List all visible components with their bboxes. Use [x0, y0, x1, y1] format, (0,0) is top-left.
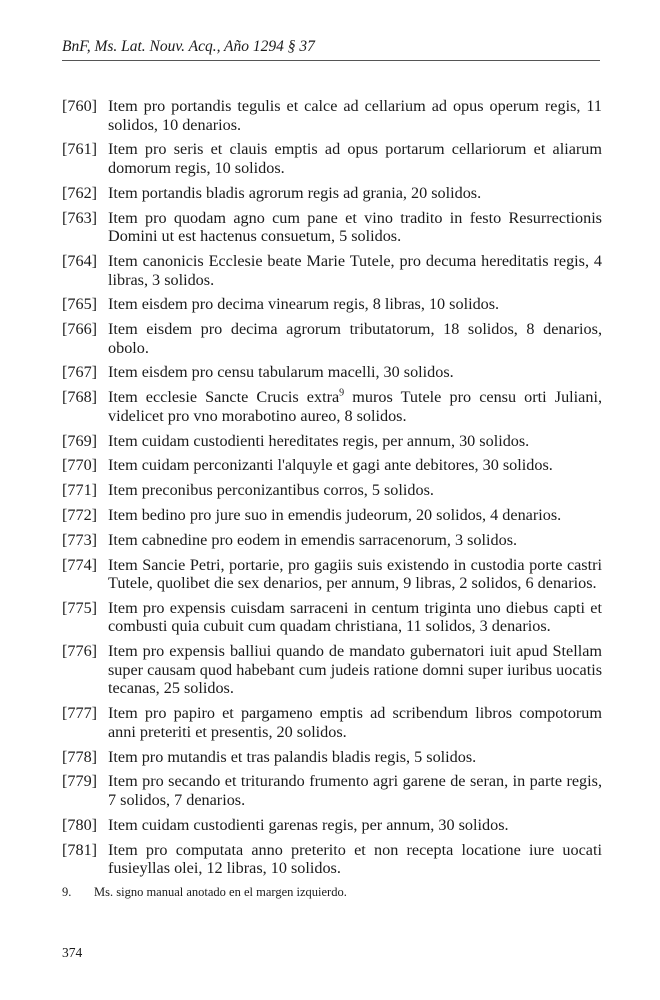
entry-number: [765]: [62, 295, 98, 314]
entry-778: [62, 748, 602, 767]
entry-number: [762]: [62, 183, 98, 202]
entry-number: [775]: [62, 598, 98, 617]
entry-767: [62, 363, 602, 382]
entries-list: [62, 97, 602, 884]
entry-text: Item pro expensis cuisdam sarraceni in centum triginta uno diebus capti et combusti quia cubuit cum quadam christiana, 11 solidos, 3 denarios.: [108, 598, 602, 636]
entry-text: Item Sancie Petri, portarie, pro gagiis suis existendo in custodia porte castri Tutele, quolibet die sex denarios, per annum, 9 libras, 2 solidos, 6 denarios.: [108, 555, 602, 593]
entry-text: Item pro portandis tegulis et calce ad cellarium ad opus operum regis, 11 solidos, 10 denarios.: [108, 97, 602, 134]
entry-number: [778]: [62, 747, 98, 766]
entry-text: Item pro expensis balliui quando de mandato gubernatori iuit apud Stellam super causam quod habebant cum judeis ratione domni super iuribus uocatis tecanas, 25 solidos.: [108, 642, 602, 698]
entry-774: [62, 556, 602, 593]
entry-number: [761]: [62, 140, 98, 159]
entry-781: [62, 841, 602, 878]
entry-text: Item pro quodam agno cum pane et vino tradito in festo Resurrectionis Domini ut est hactenus consuetum, 5 solidos.: [108, 208, 602, 246]
entry-number: [768]: [62, 388, 98, 407]
entry-771: [62, 481, 602, 500]
entry-772: [62, 506, 602, 525]
entry-text: Item eisdem pro decima vinearum regis, 8 libras, 10 solidos.: [108, 295, 500, 314]
footnote-number: 9.: [62, 885, 72, 899]
entry-text: Item cuidam perconizanti l'alquyle et gagi ante debitores, 30 solidos.: [108, 456, 553, 475]
entry-number: [777]: [62, 704, 98, 723]
entry-number: [770]: [62, 456, 98, 475]
entry-text: Item pro mutandis et tras palandis bladis regis, 5 solidos.: [108, 747, 477, 766]
footnote: [62, 885, 347, 900]
entry-text: Item bedino pro jure suo in emendis judeorum, 20 solidos, 4 denarios.: [108, 505, 562, 524]
entry-number: [760]: [62, 97, 98, 115]
entry-number: [780]: [62, 815, 98, 834]
entry-773: [62, 531, 602, 550]
entry-number: [766]: [62, 320, 98, 339]
entry-number: [769]: [62, 431, 98, 450]
entry-text: Item pro papiro et pargameno emptis ad scribendum libros compotorum anni preteriti et presentis, 20 solidos.: [108, 704, 602, 741]
entry-number: [774]: [62, 555, 98, 574]
footnote-reference[interactable]: 9: [339, 387, 345, 399]
entry-text: Item cuidam custodienti hereditates regis, per annum, 30 solidos.: [108, 431, 530, 450]
footnote-text: Ms. signo manual anotado en el margen izquierdo.: [94, 885, 347, 899]
entry-number: [779]: [62, 772, 98, 791]
entry-763: [62, 209, 602, 246]
entry-text: Item cabnedine pro eodem in emendis sarracenorum, 3 solidos.: [108, 530, 518, 549]
header-rule: [62, 60, 600, 61]
entry-769: [62, 432, 602, 451]
entry-775: [62, 599, 602, 636]
page-number: 374: [62, 945, 83, 960]
entry-text: Item portandis bladis agrorum regis ad grania, 20 solidos.: [108, 183, 482, 202]
entry-number: [764]: [62, 251, 98, 270]
entry-766: [62, 320, 602, 357]
entry-number: [772]: [62, 505, 98, 524]
entry-762: [62, 184, 602, 203]
entry-text: Item eisdem pro decima agrorum tributatorum, 18 solidos, 8 denarios, obolo.: [108, 320, 602, 357]
entry-779: [62, 772, 602, 809]
entry-text-part: Item ecclesie Sancte Crucis extra: [108, 388, 340, 407]
entry-776: [62, 642, 602, 698]
entry-number: [776]: [62, 642, 98, 661]
entry-text: [108, 388, 602, 425]
entry-number: [767]: [62, 363, 98, 382]
entry-text: Item pro seris et clauis emptis ad opus portarum cellariorum et aliarum domorum regis, 10 solidos.: [108, 140, 602, 177]
entry-777: [62, 704, 602, 741]
entry-770: [62, 456, 602, 475]
entry-number: [773]: [62, 530, 98, 549]
entry-760: [62, 97, 602, 134]
entry-number: [781]: [62, 840, 98, 859]
entry-text: Item pro secando et triturando frumento agri garene de seran, in parte regis, 7 solidos, 7 denarios.: [108, 772, 602, 809]
entry-text: Item preconibus perconizantibus corros, 5 solidos.: [108, 481, 434, 500]
entry-764: [62, 252, 602, 289]
entry-text: Item canonicis Ecclesie beate Marie Tutele, pro decuma hereditatis regis, 4 libras, 3 solidos.: [108, 251, 602, 289]
entry-text-part: muros Tutele pro censu orti Juliani, videlicet pro vno morabotino aureo, 8 solidos.: [108, 388, 602, 425]
entry-text: Item cuidam custodienti garenas regis, per annum, 30 solidos.: [108, 815, 509, 834]
entry-number: [771]: [62, 481, 98, 500]
entry-text: Item eisdem pro censu tabularum macelli, 30 solidos.: [108, 363, 454, 382]
entry-number: [763]: [62, 208, 98, 227]
entry-768: [62, 388, 602, 425]
entry-780: [62, 816, 602, 835]
entry-text: Item pro computata anno preterito et non recepta locatione iure uocati fusieyllas olei, 12 libras, 10 solidos.: [108, 840, 602, 878]
running-head: BnF, Ms. Lat. Nouv. Acq., Año 1294 § 37: [62, 38, 315, 55]
entry-765: [62, 295, 602, 314]
entry-761: [62, 140, 602, 177]
